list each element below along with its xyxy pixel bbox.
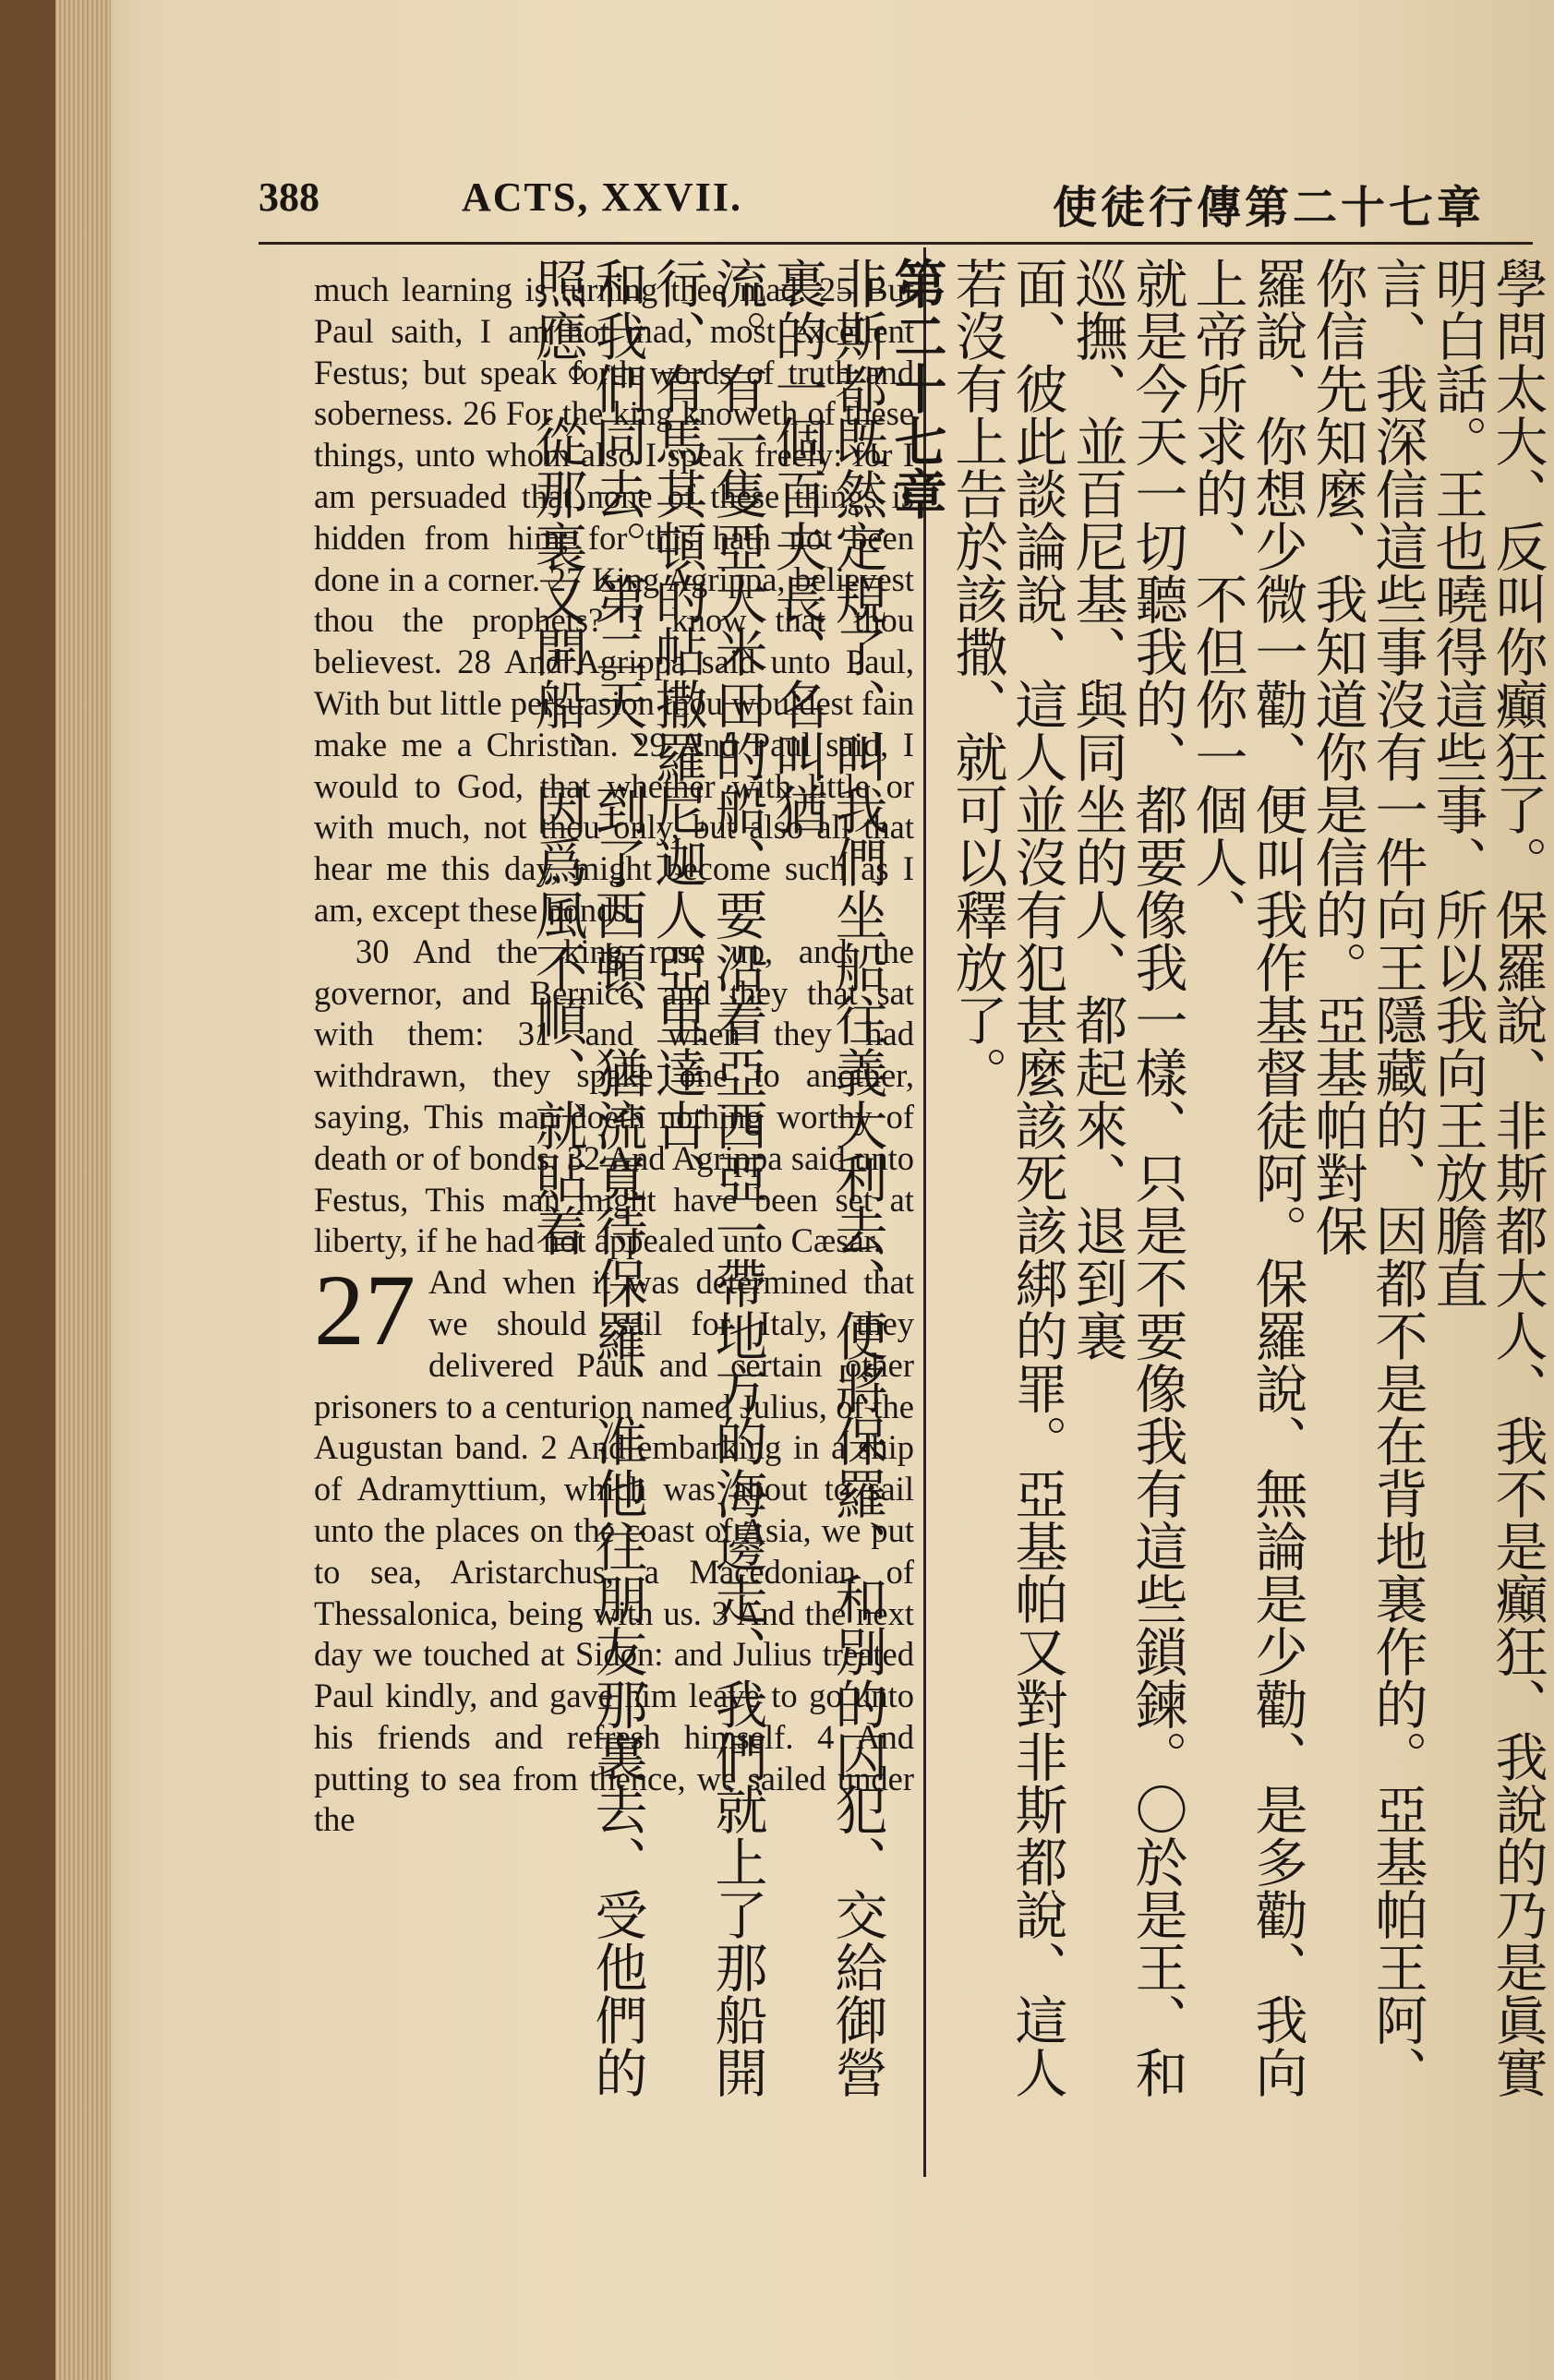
- chapter-number: 27: [314, 1254, 416, 1367]
- english-paragraph-1: much learning is turning thee mad. 25 But Paul saith, I am not mad, most excellent Festus; but speak forth words of truth and soberness. 26 For the king knoweth of these things, unto whom also I speak freely: for I am persuaded that none of these things is hidden from him; for this hath not been done in a corner. 27 King Agrippa, believest thou the prophets? I know that thou believest. 28 And Agrippa said unto Paul, With but little persuasion thou wouldest fain make me a Christian. 29 And Paul said, I would to God, that whether with little or with much, not thou only, but also all that hear me this day, might become such as I am, except these bonds.: [314, 270, 914, 929]
- chinese-running-title: 使徒行傳第二十七章: [1053, 182, 1486, 234]
- running-title: ACTS, XXVII.: [462, 174, 742, 220]
- chinese-chapter-heading: 第二十七章: [885, 257, 947, 520]
- header-rule: [259, 242, 1533, 245]
- chinese-line-4: 就是今天一切聽我的、都要像我一樣、只是不要像我有這些鎖鍊。〇於是王、和巡撫、並百尼基、與同坐的人、都起來、退到裏: [1066, 257, 1187, 2098]
- chinese-line-6: 非斯都既然定規了、叫我們坐船往義大利去、便將保羅、和別的囚犯、交給御營裏的一個百夫長、名叫猶: [766, 257, 887, 2098]
- page-number: 388: [259, 174, 319, 220]
- chinese-line-1: 學問太大、反叫你癲狂了。保羅說、非斯都大人、我不是癲狂、我說的乃是眞實明白話。王也曉得這些事、所以我向王放膽直: [1427, 257, 1548, 2098]
- chinese-line-3: 羅說、你想少微一勸、便叫我作基督徒阿。保羅說、無論是少勸、是多勸、我向上帝所求的、不但你一個人、: [1187, 257, 1307, 2098]
- chinese-line-2: 言、我深信這些事沒有一件向王隱藏的、因都不是在背地裏作的。亞基帕王阿、你信先知麼、我知道你是信的。亞基帕對保: [1307, 257, 1428, 2098]
- english-paragraph-3: And when it was determined that we should sail for Italy, they delivered Paul and certain other prisoners to a centurion named Julius, of the Augustan band. 2 And embarking in a ship of Adramyttium, which was about to sail unto the places on the coast of Asia, we put to sea, Aristarchus, a Macedonian of Thessalonica, being with us. 3 And the next day we touched at Sidon: and Julius treated Paul kindly, and gave him leave to go unto his friends and refresh himself. 4 And putting to sea from thence, we sailed under the: [314, 1263, 914, 1839]
- chinese-line-5: 面、彼此談論說、這人並沒有犯甚麼該死該綁的罪。亞基帕又對非斯都說、這人若沒有上告於該撒、就可以釋放了。: [946, 257, 1067, 2098]
- chinese-line-8: 和我們同去。第二天、到了西頓、猶流寬待保羅、准他往朋友那裏去、受他們的照應。從那裏又開船、因爲風不順、就貼着: [526, 257, 647, 2098]
- book-page: [55, 0, 1554, 2380]
- chinese-line-7: 流。有一隻亞大米田的船、要沿着亞西亞一帶地方的海邊走、我們就上了那船開行、有馬其頓的帖撒羅尼迦人亞里達古、: [646, 257, 767, 2098]
- page-edge: [55, 0, 111, 2380]
- english-paragraph-2: 30 And the king rose up, and the governor, and Bernice, and they that sat with them: 31 and when they had withdrawn, they spake one to another, saying, This man doeth nothing worthy of death or of bonds. 32 And Agrippa said unto Festus, This man might have been set at liberty, if he had not appealed unto Cæsar.: [314, 932, 914, 1260]
- page-header: [259, 166, 1551, 234]
